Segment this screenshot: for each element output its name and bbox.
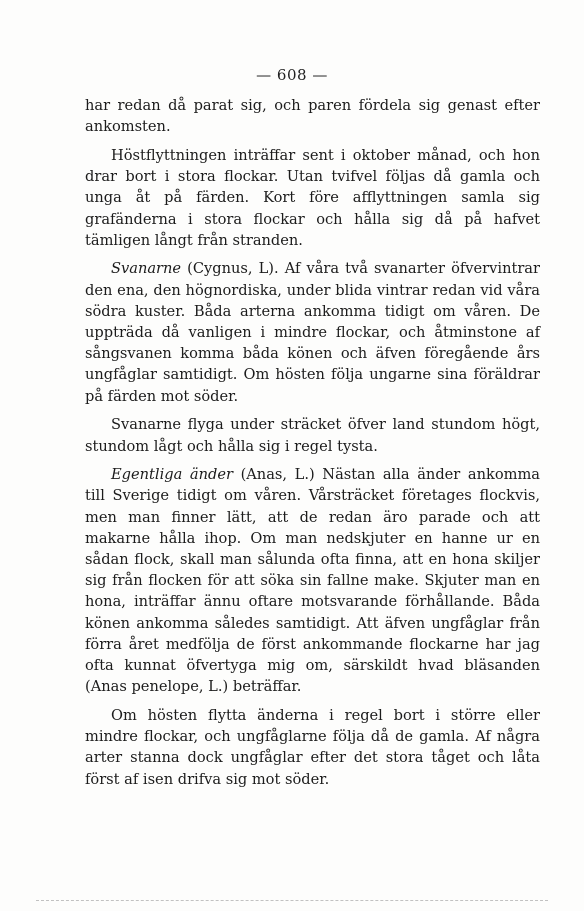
paragraph-3-text: (Cygnus, L). Af våra två svanarter öfvervintrar den ena, den högnordiska, under blida vintrar redan vid våra södra kuster. Båda arterna ankomma tidigt om våren. De uppträda då vanligen i mindre flockar, och åtminstone af sångsvanen komma båda könen och äfven föregående års ungfåglar samtidigt. Om hösten följa ungarne sina föräldrar på färden mot söder. [85, 260, 540, 405]
paragraph-4-text: Svanarne flyga under sträcket öfver land stundom högt, stundom lågt och hålla sig i regel tysta. [85, 416, 540, 455]
paragraph-2-text: Höstflyttningen inträffar sent i oktober månad, och hon drar bort i stora flockar. Utan tvifvel följas då gamla och unga åt på färden. Kort före afflyttningen samla sig grafänderna i stora flockar och hålla sig då på hafvet tämligen långt från stranden. [85, 146, 540, 249]
body-text [85, 95, 540, 797]
paragraph-5 [85, 464, 540, 697]
paragraph-2 [85, 145, 540, 251]
paragraph-1 [85, 95, 540, 137]
paragraph-6-text: Om hösten flytta änderna i regel bort i större eller mindre flockar, och ungfåglarne följa då de gamla. Af några arter stanna dock ungfåglar efter det stora tåget och låta först af isen drifva sig mot söder. [85, 706, 540, 788]
page-number: — 608 — [256, 66, 328, 84]
species-heading-egentliga-ander: Egentliga änder [111, 466, 233, 484]
paragraph-4 [85, 414, 540, 456]
footer-scan-rule [36, 900, 548, 902]
paragraph-6 [85, 705, 540, 790]
paragraph-3 [85, 258, 540, 406]
species-heading-svanarne: Svanarne [111, 260, 182, 278]
paragraph-5-text: (Anas, L.) Nästan alla änder ankomma till Sverige tidigt om våren. Vårsträcket företages flockvis, men man finner lätt, att de redan äro parade och att makarne hålla ihop. Om man nedskjuter en hanne ur en sådan flock, skall man sålunda ofta finna, att en hona skiljer sig från flocken för att söka sin fallne make. Skjuter man en hona, inträffar ännu oftare motsvarande förhållande. Båda könen ankomma således samtidigt. Att äfven ungfåglar från förra året medfölja de först ankommande flockarne har jag ofta kunnat öfvertyga mig om, särskildt hvad bläsanden (Anas penelope, L.) beträffar. [85, 466, 540, 696]
paragraph-1-text: har redan då parat sig, och paren fördela sig genast efter ankomsten. [85, 97, 540, 136]
